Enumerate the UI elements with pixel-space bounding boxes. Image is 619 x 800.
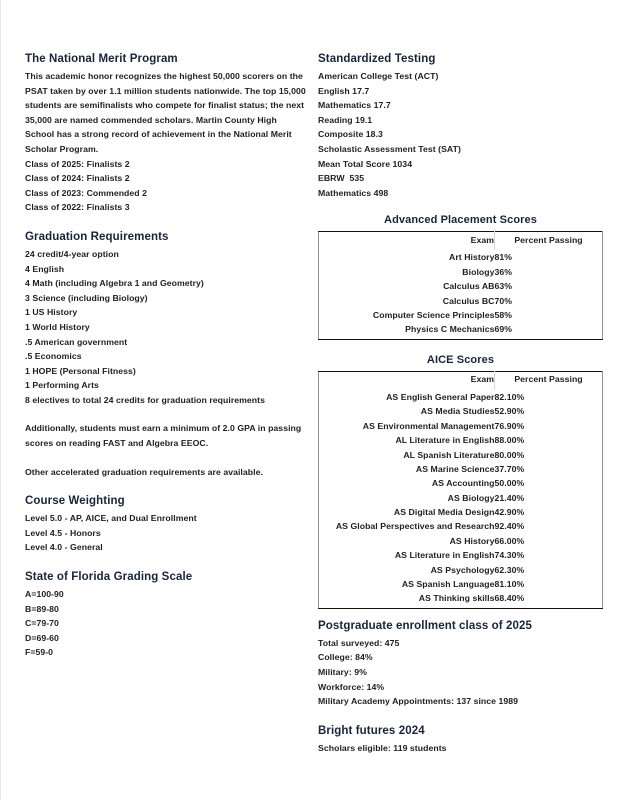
list-item: B=89-80 [25,603,59,614]
list-item: Reading 19.1 [318,114,373,125]
exam-name: AL Literature in English [395,435,495,446]
table-row [319,405,603,419]
grading-scale-heading: State of Florida Grading Scale [25,571,193,584]
list-item: D=69-60 [25,632,59,643]
exam-name: AS Global Perspectives and Research [335,521,495,532]
table-row [319,592,603,608]
list-item: 8 electives to total 24 credits for graduation requirements [25,394,265,405]
exam-name: AS English General Paper [386,392,495,402]
list-item: Class of 2023: Commended 2 [25,187,147,198]
percent-passing: 88.00% [494,435,525,446]
ap-scores-table [318,231,603,340]
list-item: Composite 18.3 [318,129,383,140]
table-row [319,434,603,448]
percent-passing: 92.40% [494,521,525,532]
list-item: 4 English [25,263,65,274]
table-row [319,534,603,548]
table-header-row [319,232,603,250]
graduation-requirements-list [25,247,308,408]
section-aice-scores [318,352,603,609]
exam-name: Biology [462,266,495,277]
course-weighting-heading: Course Weighting [25,495,125,508]
right-column [318,52,603,755]
section-national-merit [25,52,308,215]
list-item: Class of 2025: Finalists 2 [25,158,130,169]
percent-passing: 81% [494,252,513,263]
list-item: 4 Math (including Algebra 1 and Geometry) [25,278,204,289]
percent-passing: 36% [494,266,513,277]
list-item: Level 5.0 - AP, AICE, and Dual Enrollment [25,513,197,524]
exam-name: AS Environmental Management [362,420,495,431]
exam-name: Calculus AB [443,281,495,292]
list-item: EBRW 535 [318,173,365,184]
aice-scores-title: AICE Scores [426,353,495,366]
bright-futures-heading: Bright futures 2024 [318,724,425,737]
table-row [319,462,603,476]
exam-name: AS Marine Science [415,463,495,474]
column-header-exam: Exam [470,374,494,385]
list-item: Level 4.5 - Honors [25,527,101,538]
percent-passing: 68.40% [494,593,525,604]
course-weighting-list [25,511,308,555]
left-column [25,52,308,660]
exam-name: AL Spanish Literature [403,449,495,460]
section-graduation-requirements [25,230,308,479]
list-item: 24 credit/4-year option [25,248,119,259]
exam-name: AS Spanish Language [401,578,495,589]
graduation-accelerated-note: Other accelerated graduation requirements are available. [25,466,263,477]
exam-name: AS Digital Media Design [393,507,495,517]
percent-passing: 74.30% [494,550,525,561]
spacer [25,451,308,465]
spacer [318,340,603,350]
table-row [319,477,603,491]
exam-name: AS Biology [447,492,495,503]
table-row [319,448,603,462]
percent-passing: 21.40% [494,492,525,503]
exam-name: Computer Science Principles [372,309,495,320]
list-item: 1 World History [25,321,90,332]
table-row [319,506,603,520]
table-row [319,323,603,339]
list-item: 1 HOPE (Personal Fitness) [25,365,136,376]
list-item: Mathematics 17.7 [318,100,391,111]
list-item: 3 Science (including Biology) [25,292,148,303]
percent-passing: 81.10% [494,578,525,589]
exam-name: AS History [449,535,495,546]
list-item: Total surveyed: 475 [318,637,400,648]
spacer [318,200,603,210]
section-course-weighting [25,494,308,555]
percent-passing: 80.00% [494,449,525,460]
list-item: College: 84% [318,652,373,663]
list-item: Workforce: 14% [318,681,385,692]
standardized-testing-heading: Standardized Testing [318,53,436,65]
list-item: 1 US History [25,307,78,318]
list-item: Level 4.0 - General [25,542,103,553]
list-item: Mean Total Score 1034 [318,158,413,169]
postgraduate-enrollment-heading: Postgraduate enrollment class of 2025 [318,619,532,632]
percent-passing: 82.10% [494,392,525,402]
spacer [25,407,308,421]
list-item: Scholastic Assessment Test (SAT) [318,143,461,154]
list-item: Mathematics 498 [318,187,389,198]
exam-name: Calculus BC [442,295,495,306]
table-row [319,280,603,294]
graduation-gpa-note: Additionally, students must earn a minimum of 2.0 GPA in passing scores on reading FAST and Algebra EEOC. [25,423,302,449]
table-row [319,265,603,279]
national-merit-class-list [25,157,308,215]
list-item: English 17.7 [318,85,370,96]
percent-passing: 58% [494,309,513,320]
exam-name: Art History [449,252,495,263]
national-merit-paragraph: This academic honor recognizes the highest 50,000 scorers on the PSAT taken by over 1.1 million students nationwide. The top 15,000 students are semifinalists who compete for finalist status; the next 35,000 are named commended scholars. Martin County High School has a strong record of achievement in the National Merit Scholar Program. [25,71,306,154]
list-item: Military: 9% [318,667,367,678]
percent-passing: 69% [494,324,513,335]
two-column-layout [1,0,619,800]
percent-passing: 62.30% [494,564,525,575]
list-item: .5 American government [25,336,128,347]
table-header-row [319,371,603,389]
list-item: Class of 2022: Finalists 3 [25,202,130,213]
column-header-percent-passing: Percent Passing [495,371,603,389]
list-item: F=59-0 [25,647,54,658]
section-ap-scores [318,212,603,340]
percent-passing: 63% [494,281,513,292]
bright-futures-list [318,741,603,756]
table-row [319,549,603,563]
percent-passing: 76.90% [494,420,525,431]
list-item: Scholars eligible: 119 students [318,742,447,753]
list-item: .5 Economics [25,351,82,362]
table-row [319,294,603,308]
percent-passing: 70% [494,295,513,306]
exam-name: AS Accounting [431,478,495,489]
spacer [318,609,603,619]
ap-scores-title: Advanced Placement Scores [384,214,537,227]
list-item: Class of 2024: Finalists 2 [25,173,130,184]
graduation-requirements-heading: Graduation Requirements [25,230,169,243]
percent-passing: 52.90% [494,406,525,417]
percent-passing: 66.00% [494,535,525,546]
grading-scale-list [25,587,308,660]
exam-name: AS Media Studies [420,406,495,417]
percent-passing: 42.90% [494,507,525,517]
list-item: 1 Performing Arts [25,380,99,391]
exam-name: AS Psychology [430,564,495,575]
exam-name: AS Literature in English [394,550,495,561]
table-row [319,419,603,433]
table-row [319,563,603,577]
exam-name: Physics C Mechanics [405,324,495,335]
section-standardized-testing [318,52,603,200]
column-header-percent-passing: Percent Passing [495,232,603,250]
national-merit-heading: The National Merit Program [25,53,178,65]
section-bright-futures [318,724,603,756]
exam-name: AS Thinking skills [418,593,495,604]
table-row [319,250,603,265]
section-grading-scale [25,570,308,660]
postgraduate-enrollment-list [318,636,603,709]
section-postgraduate-enrollment [318,619,603,709]
percent-passing: 50.00% [494,478,525,489]
table-row [319,520,603,534]
list-item: American College Test (ACT) [318,71,439,81]
standardized-testing-list [318,69,603,200]
table-row [319,491,603,505]
list-item: C=79-70 [25,618,59,629]
percent-passing: 37.70% [494,463,525,474]
table-row [319,309,603,323]
table-row [319,577,603,591]
aice-scores-table [318,371,603,609]
list-item: A=100-90 [25,589,64,600]
table-row [319,390,603,405]
list-item: Military Academy Appointments: 137 since 1989 [318,696,519,707]
column-header-exam: Exam [470,234,494,245]
